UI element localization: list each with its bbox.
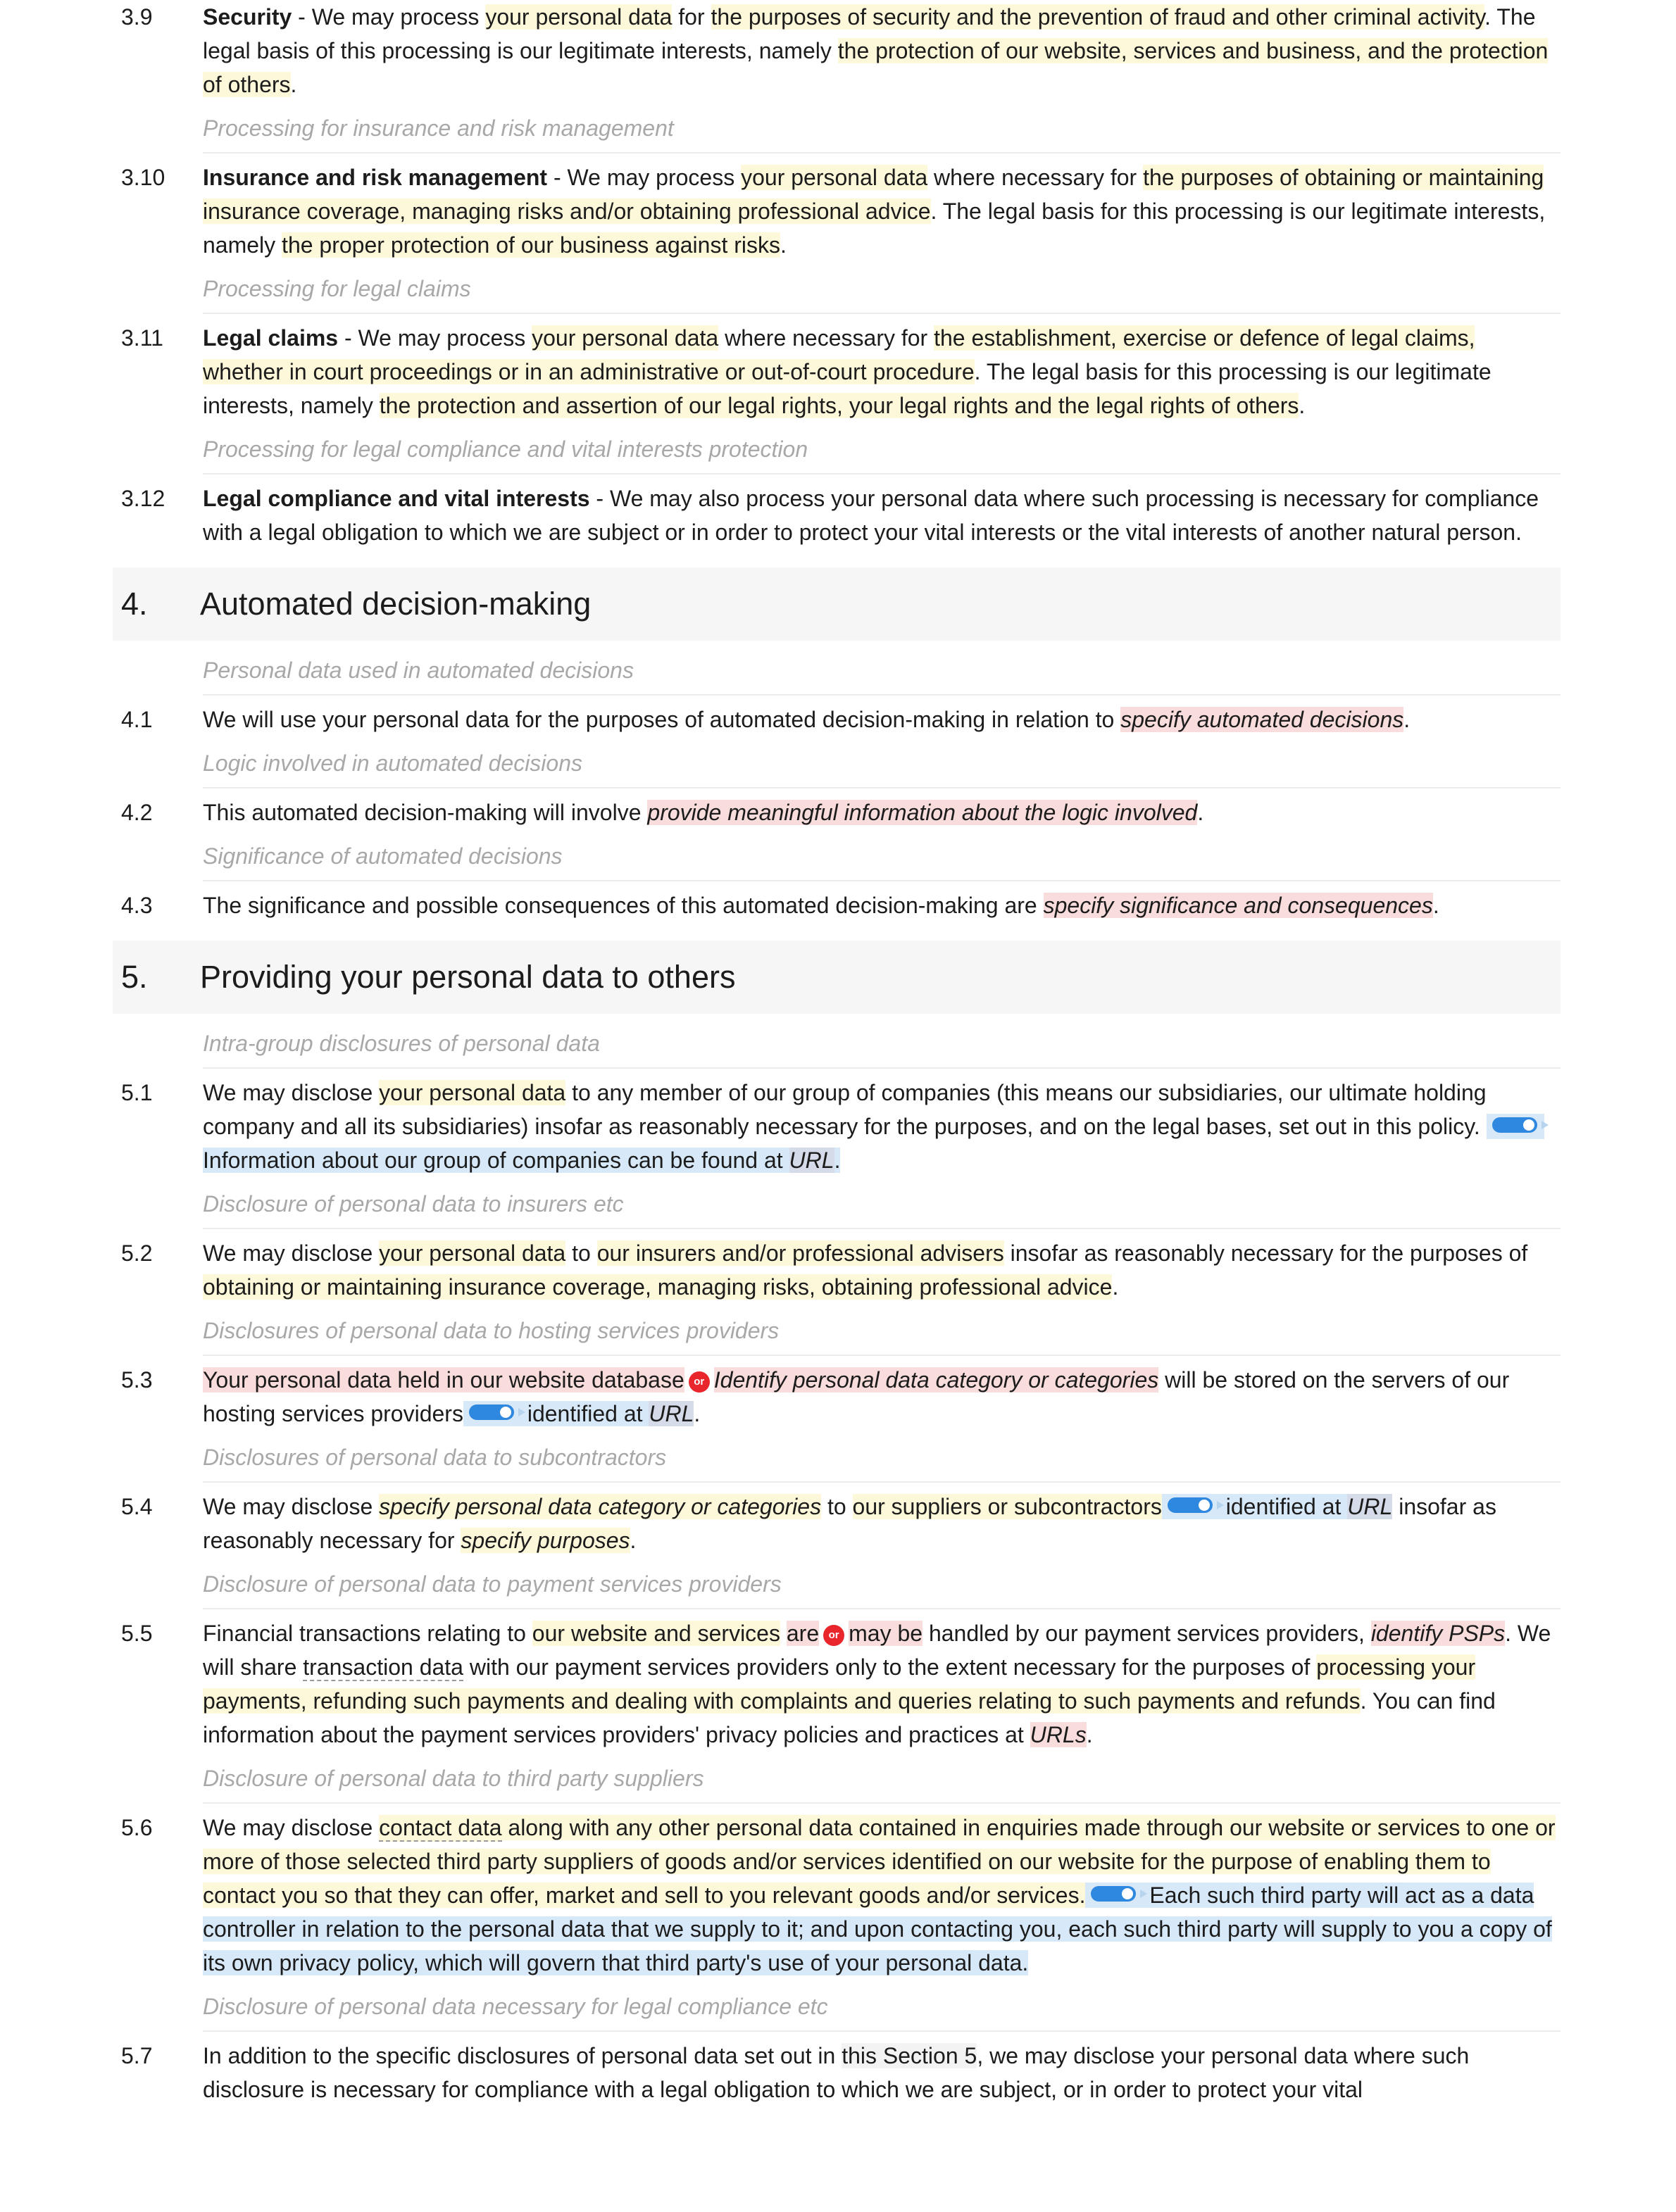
clause-5-5 [113,1616,1561,1752]
highlight: the proper protection of our business against risks [282,232,780,258]
text-run: . [1086,1722,1093,1747]
highlight: our website and services [532,1621,780,1646]
clause-number: 5.1 [121,1080,153,1105]
highlight: our insurers and/or professional advisers [596,1240,1004,1266]
toggle-icon[interactable] [1091,1886,1136,1902]
clause-number: 5.6 [121,1815,153,1840]
clause-text [203,1076,1561,1177]
clause-text [203,703,1561,736]
clause-text [203,1363,1561,1431]
text-run: handled by our payment services providers, [923,1621,1371,1646]
caption: Disclosures of personal data to subcontractors [203,1443,1561,1483]
url-placeholder[interactable]: URL [649,1401,694,1426]
clause-text [203,888,1561,922]
text-run: to any member of our group of companies (this means our subsidiaries, our ultimate holding company and all its subsidiaries) insofar as reasonably necessary for the purposes, and on the legal bases, set out in this policy. [203,1080,1487,1139]
clause-number: 5.5 [121,1621,153,1646]
text-run: . [1432,893,1439,918]
highlight: the protection of our website, services and business, and the protection of others [203,38,1549,97]
highlight: your personal data [379,1080,566,1105]
section-number: 4. [121,586,148,622]
section-heading-5 [113,941,1561,1014]
text-run: . The legal basis for this processing is our legitimate interests, namely [203,199,1546,258]
clause-number: 5.4 [121,1494,153,1519]
text-run: . [780,232,787,258]
clause-text [203,321,1561,422]
caption: Processing for legal claims [203,275,1561,314]
clause-5-2 [113,1236,1561,1304]
caption: Disclosure of personal data to payment services providers [203,1570,1561,1609]
cross-reference[interactable]: this Section 5 [842,2043,977,2068]
clause-text [203,1811,1561,1980]
toggle-icon[interactable] [1492,1117,1537,1133]
toggle-icon[interactable] [469,1405,514,1420]
text-run: We may disclose [203,1240,380,1266]
text-run: We may disclose [203,1815,380,1840]
placeholder-field[interactable]: URLs [1030,1722,1087,1747]
text-run: . [1403,707,1411,732]
clause-text [203,482,1561,549]
clause-text [203,161,1561,262]
text-run: with our payment services providers only to the extent necessary for the purposes of [463,1654,1317,1680]
text-run: . The legal basis for this processing is our legitimate interests, namely [203,359,1491,418]
caption: Disclosure of personal data to third party suppliers [203,1764,1561,1804]
clause-title: Insurance and risk management [203,165,548,190]
caption: Disclosure of personal data to insurers etc [203,1190,1561,1229]
text-run: will be stored on the servers of our hosting services providers [203,1367,1510,1426]
clause-title: Security [203,4,292,30]
or-badge-icon[interactable]: or [689,1371,710,1393]
clause-text [203,796,1561,829]
text-run: We may disclose [203,1494,380,1519]
text-run: . [630,1528,637,1553]
option-text[interactable]: are [786,1621,820,1646]
text-run: We may disclose [203,1080,380,1105]
url-placeholder[interactable]: URL [1347,1494,1393,1519]
highlight: our suppliers or subcontractors [852,1494,1162,1519]
placeholder-field[interactable]: specify personal data category or categories [379,1494,822,1519]
placeholder-field[interactable]: specify significance and consequences [1043,893,1433,918]
text-run: - We may process [547,165,742,190]
clause-5-6 [113,1811,1561,1980]
section-heading-4 [113,567,1561,641]
highlight: your personal data [532,325,719,351]
placeholder-field[interactable]: identify PSPs [1370,1621,1506,1646]
text-run: . We will share [203,1621,1551,1680]
section-number: 5. [121,959,148,995]
clause-5-4 [113,1490,1561,1557]
placeholder-field[interactable]: specify purposes [461,1528,630,1553]
text-run: In addition to the specific disclosures of personal data set out in [203,2043,842,2068]
text-run: , we may disclose your personal data where such disclosure is necessary for compliance with a legal obligation to which we are subject, or in order to protect your vital [203,2043,1470,2102]
clause-number: 3.11 [121,325,163,351]
caption: Intra-group disclosures of personal data [203,1029,1561,1069]
highlight: the purposes of obtaining or maintaining insurance coverage, managing risks and/or obtaining professional advice [203,165,1544,224]
option-text[interactable]: may be [849,1621,923,1646]
toggle-icon[interactable] [1168,1497,1213,1513]
clause-number: 4.3 [121,893,153,918]
defined-term[interactable]: contact data [379,1815,502,1840]
caption: Disclosure of personal data necessary for legal compliance etc [203,1992,1561,2032]
highlight: the establishment, exercise or defence of legal claims, whether in court proceedings or in an administrative or out-of-court procedure [203,325,1475,384]
text-run: insofar as reasonably necessary for [203,1494,1496,1553]
clause-text [203,0,1561,101]
text-run: . [694,1401,701,1426]
text-run: We will use your personal data for the purposes of automated decision-making in relation to [203,707,1121,732]
clause-text [203,1236,1561,1304]
section-title: Providing your personal data to others [200,959,736,995]
highlight: the purposes of security and the prevention of fraud and other criminal activity [711,4,1485,30]
clause-number: 4.1 [121,707,153,732]
text-run: Financial transactions relating to [203,1621,532,1646]
text-run: This automated decision-making will involve [203,800,648,825]
caption: Personal data used in automated decisions [203,656,1561,696]
clause-number: 5.2 [121,1240,153,1266]
clause-number: 3.12 [121,486,165,511]
text-run: to [565,1240,597,1266]
clause-5-3 [113,1363,1561,1431]
clause-3-12 [113,482,1561,549]
clause-number: 5.7 [121,2043,153,2068]
clause-title: Legal compliance and vital interests [203,486,590,511]
caption: Disclosures of personal data to hosting services providers [203,1316,1561,1356]
clause-5-7 [113,2039,1561,2106]
clause-number: 3.10 [121,165,165,190]
text-run: - We may process [292,4,486,30]
highlight: your personal data [379,1240,566,1266]
text-run: . [1299,393,1306,418]
clause-5-1 [113,1076,1561,1177]
text-run: - We may also process your personal data where such processing is necessary for compliance with a legal obligation to which we are subject or in order to protect your vital interests or the vital interests of another natural person. [203,486,1539,545]
caption: Logic involved in automated decisions [203,749,1561,788]
caption: Processing for insurance and risk management [203,114,1561,153]
highlight: obtaining or maintaining insurance coverage, managing risks, obtaining professional advice [203,1274,1113,1300]
clause-3-11 [113,321,1561,422]
text-run: where necessary for [718,325,934,351]
text-run: . The legal basis of this processing is our legitimate interests, namely [203,4,1536,63]
clause-4-2 [113,796,1561,829]
text-run [780,1621,787,1646]
text-run: Each such third party will act as a data controller in relation to the personal data that we supply to it; and upon contacting you, each such third party will supply to you a copy of its own privacy policy, which will govern that third party's use of your personal data. [203,1883,1552,1975]
text-run: insofar as reasonably necessary for the purposes of [1003,1240,1528,1266]
text-run: . You can find information about the payment services providers' privacy policies and practices at [203,1688,1496,1747]
text-run: identified at [1219,1494,1348,1519]
text-run: Information about our group of companies can be found at [203,1148,789,1173]
text-run: - We may process [338,325,532,351]
url-placeholder[interactable]: URL [789,1148,834,1173]
text-run: . [834,1148,841,1173]
caption: Significance of automated decisions [203,842,1561,881]
highlight: the protection and assertion of our legal rights, your legal rights and the legal rights of others [379,393,1299,418]
highlight: your personal data [741,165,928,190]
placeholder-field[interactable]: specify automated decisions [1120,707,1404,732]
clause-number: 4.2 [121,800,153,825]
highlight: your personal data [485,4,673,30]
highlight: processing your payments, refunding such payments and dealing with complaints and queries relating to such payments and refunds [203,1654,1476,1714]
clause-text [203,2039,1561,2106]
clause-text [203,1616,1561,1752]
optional-text [1162,1494,1392,1519]
clause-number: 5.3 [121,1367,153,1393]
text-run: . [290,72,297,97]
placeholder-field[interactable]: provide meaningful information about the logic involved [647,800,1198,825]
caption: Processing for legal compliance and vital interests protection [203,435,1561,475]
text-run: . [1112,1274,1119,1300]
optional-text [463,1401,694,1426]
section-title: Automated decision-making [200,586,592,622]
clause-title: Legal claims [203,325,339,351]
clause-number: 3.9 [121,4,153,30]
text-run: for [672,4,711,30]
clause-3-10 [113,161,1561,262]
defined-term[interactable]: transaction data [303,1654,463,1680]
text-run: to [821,1494,853,1519]
text-run: identified at [520,1401,649,1426]
or-badge-icon[interactable]: or [823,1625,844,1646]
text-run: where necessary for [927,165,1144,190]
text-run: The significance and possible consequences of this automated decision-making are [203,893,1044,918]
text-run: . [1197,800,1204,825]
clause-4-1 [113,703,1561,736]
clause-3-9 [113,0,1561,101]
clause-text [203,1490,1561,1557]
option-text[interactable]: Your personal data held in our website database [203,1367,684,1393]
clause-4-3 [113,888,1561,922]
placeholder-field[interactable]: Identify personal data category or categories [713,1367,1159,1393]
highlight: along with any other personal data contained in enquiries made through our website or services to one or more of those selected third party suppliers of goods and/or services identified on our website for the purpose of enabling them to contact you so that they can offer, market and sell to you relevant goods and/or services. [203,1815,1556,1908]
